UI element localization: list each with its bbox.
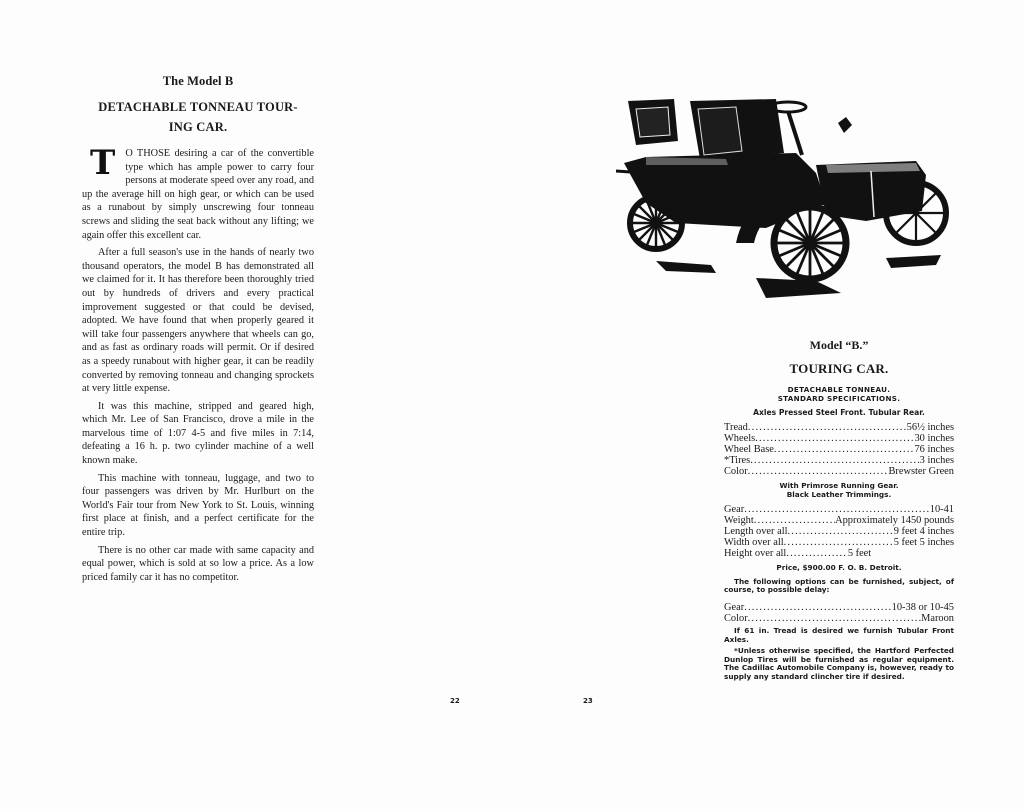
spec-row-gear: Gear ..... 10-41 [724,504,954,515]
spec-row-wheel-base: Wheel Base ..... 76 inches [724,444,954,455]
spec-row-wheels: Wheels ..... 30 inches [724,433,954,444]
heading-title-line2: ING CAR. [168,120,228,134]
car-illustration [616,93,952,303]
spec-heading-model: Model “B.” [809,338,869,352]
drop-cap: T [90,143,116,183]
tire-note: *Unless otherwise specified, the Hartford Perfected Dunlop Tires will be furnished as regular equipment. The Cadillac Automobile Company is, however, ready to supply any standard clincher tire if desired. [724,646,954,681]
page-number-left: 22 [450,697,460,705]
paragraph-intro-text: O THOSE desiring a car of the convertible type which has ample power to carry four persons at moderate speed over any road, and up the average hill on high gear, or which can be used as a runabout by simply unscrewing four tonneau screws and sliding the seat back without any lifting; we again offer this excellent car. [82,148,314,241]
options-list [724,602,954,624]
paragraph-tour: This machine with tonneau, luggage, and two to four passengers was driven by Mr. Hurlburt on the World's Fair tour from New York to St. Louis, winning first place at finish, and a perfect certificate for the entire trip. [82,472,314,539]
left-text-column [82,74,314,588]
page-number-right: 23 [583,697,593,705]
spec-row-height: Height over all ..... 5 feet [724,548,871,559]
spec-subheading-standard: STANDARD SPECIFICATIONS. [777,394,901,403]
spec-list-1 [724,422,954,477]
tread-note: If 61 in. Tread is desired we furnish Tubular Front Axles. [724,625,954,644]
paragraph-price: There is no other car made with same capacity and equal power, which is sold at so low a price. As a low priced family car it has no competitor. [82,544,314,583]
spec-row-length: Length over all ..... 9 feet 4 inches [724,526,954,537]
heading-title-line1: DETACHABLE TONNEAU TOUR- [98,100,298,114]
paragraph-season: After a full season's use in the hands of nearly two thousand operators, the model B has demonstrated all we claimed for it. It has therefore been thoroughly tried out by hundreds of drivers and every practical improvement suggested or that could be devised, adopted. We have found that when properly geared it will take four passengers anywhere that wheels can go, and as fast as ordinary roads will permit. Or if desired as a speedy runabout with higher gear, it can be readily converted by removing tonneau and changing sprockets at very little expense. [82,247,314,395]
right-page [512,0,1024,809]
spec-list-2 [724,504,954,559]
price-line: Price, $900.00 F. O. B. Detroit. [776,563,902,573]
heading-model: The Model B [162,74,234,88]
paragraph-intro [82,143,314,242]
option-row-gear: Gear ..... 10-38 or 10-45 [724,602,954,613]
spec-subheading-tonneau: DETACHABLE TONNEAU. [787,385,891,394]
specifications-column [724,338,954,685]
spec-row-color: Color ..... Brewster Green [724,466,954,477]
running-gear-note: With Primrose Running Gear. Black Leather Trimmings. [779,481,899,499]
spec-heading-title: TOURING CAR. [789,361,889,376]
heading-title [82,97,314,137]
options-intro: The following options can be furnished, subject, of course, to possible delay: [724,576,954,595]
spec-row-weight: Weight ..... Approximately 1450 pounds [724,515,954,526]
paragraph-race: It was this machine, stripped and geared high, which Mr. Lee of San Francisco, drove a mile in the marvelous time of 1:07 4-5 and five miles in 7:14, defeating a 16 h. p. two cylinder machine of a well known make. [82,400,314,467]
option-row-color: Color ..... Maroon [724,613,954,624]
spec-row-width: Width over all ..... 5 feet 5 inches [724,537,954,548]
spec-row-tires: *Tires ..... 3 inches [724,455,954,466]
axles-note: Axles Pressed Steel Front. Tubular Rear. [753,408,925,417]
spec-row-tread: Tread ..... 56½ inches [724,422,954,433]
